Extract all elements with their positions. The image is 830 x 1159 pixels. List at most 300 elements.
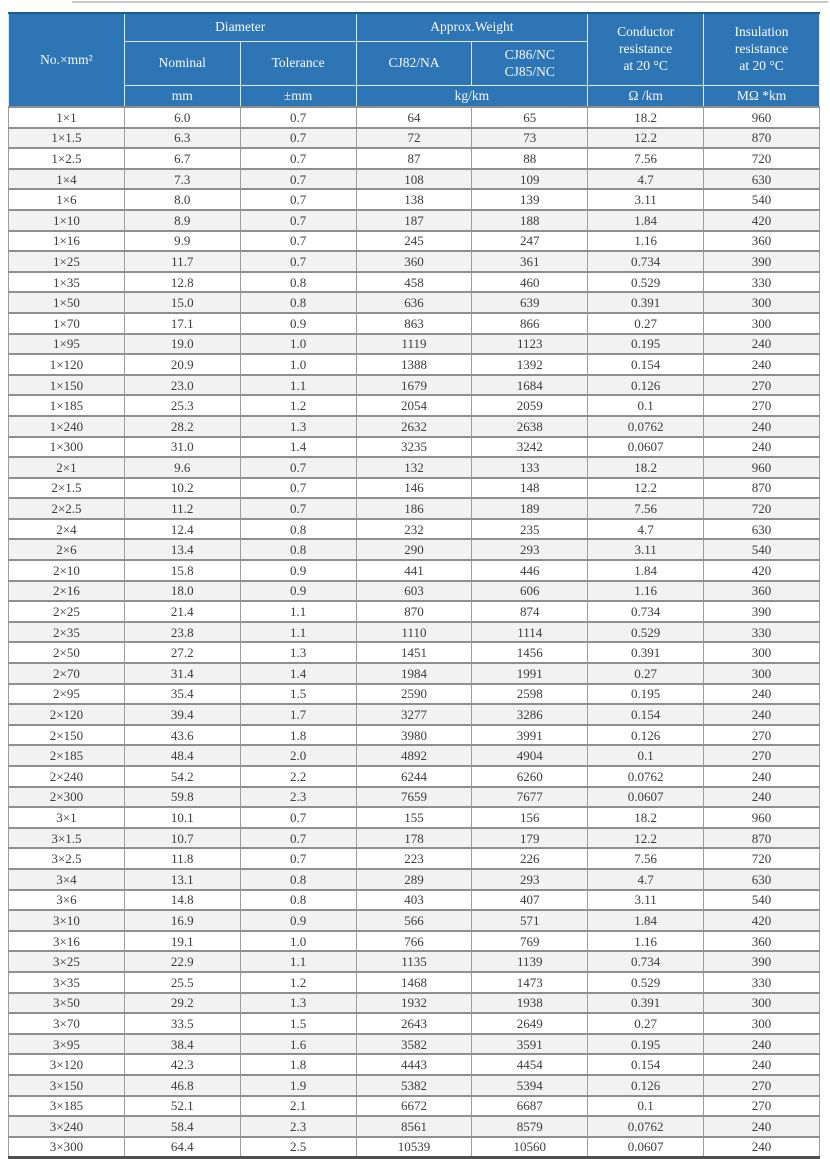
table-cell: 12.2 <box>588 828 704 849</box>
table-cell: 1938 <box>472 993 588 1014</box>
table-cell: 766 <box>356 931 472 952</box>
table-cell: 2×185 <box>9 745 125 766</box>
table-row <box>9 1013 820 1034</box>
table-cell: 0.154 <box>588 354 704 375</box>
table-cell: 1.1 <box>240 601 356 622</box>
table-cell: 7677 <box>472 787 588 808</box>
table-cell: 1110 <box>356 622 472 643</box>
table-cell: 3.11 <box>588 189 704 210</box>
table-cell: 240 <box>704 704 820 725</box>
table-cell: 3×16 <box>9 931 125 952</box>
table-cell: 0.8 <box>240 272 356 293</box>
top-divider <box>72 1 828 3</box>
table-cell: 1139 <box>472 951 588 972</box>
table-cell: 0.7 <box>240 189 356 210</box>
table-row <box>9 375 820 396</box>
table-cell: 1679 <box>356 375 472 396</box>
table-cell: 8.9 <box>124 210 240 231</box>
header-cj82na: CJ82/NA <box>356 42 472 86</box>
header-cj86-line2: CJ85/NC <box>504 63 555 79</box>
header-group-row <box>9 13 820 42</box>
table-cell: 2.0 <box>240 745 356 766</box>
table-cell: 360 <box>704 581 820 602</box>
table-cell: 1×1.5 <box>9 128 125 149</box>
table-cell: 108 <box>356 169 472 190</box>
table-cell: 72 <box>356 128 472 149</box>
table-cell: 1684 <box>472 375 588 396</box>
table-cell: 43.6 <box>124 725 240 746</box>
table-cell: 407 <box>472 890 588 911</box>
table-cell: 3235 <box>356 437 472 458</box>
table-cell: 9.9 <box>124 231 240 252</box>
table-cell: 0.7 <box>240 251 356 272</box>
table-cell: 4.7 <box>588 519 704 540</box>
table-cell: 64.4 <box>124 1137 240 1158</box>
table-cell: 290 <box>356 539 472 560</box>
table-cell: 2598 <box>472 684 588 705</box>
table-cell: 0.7 <box>240 828 356 849</box>
table-cell: 12.2 <box>588 478 704 499</box>
table-cell: 1.2 <box>240 972 356 993</box>
table-cell: 3×70 <box>9 1013 125 1034</box>
table-cell: 0.195 <box>588 334 704 355</box>
table-cell: 4.7 <box>588 169 704 190</box>
table-cell: 0.7 <box>240 848 356 869</box>
table-cell: 187 <box>356 210 472 231</box>
table-cell: 1.16 <box>588 581 704 602</box>
header-weight-group: Approx.Weight <box>356 13 588 42</box>
table-cell: 300 <box>704 292 820 313</box>
table-cell: 27.2 <box>124 642 240 663</box>
table-cell: 3×95 <box>9 1034 125 1055</box>
table-cell: 870 <box>704 128 820 149</box>
table-cell: 3×25 <box>9 951 125 972</box>
table-cell: 13.4 <box>124 539 240 560</box>
table-cell: 7.56 <box>588 848 704 869</box>
table-cell: 16.9 <box>124 910 240 931</box>
table-cell: 18.2 <box>588 457 704 478</box>
table-cell: 4454 <box>472 1054 588 1075</box>
table-cell: 0.0607 <box>588 787 704 808</box>
header-insulation-line2: resistance <box>734 41 789 57</box>
table-cell: 156 <box>472 807 588 828</box>
table-cell: 1×6 <box>9 189 125 210</box>
table-cell: 3×1.5 <box>9 828 125 849</box>
table-cell: 1468 <box>356 972 472 993</box>
table-cell: 270 <box>704 745 820 766</box>
table-cell: 240 <box>704 1116 820 1137</box>
table-cell: 73 <box>472 128 588 149</box>
table-cell: 0.7 <box>240 231 356 252</box>
table-cell: 300 <box>704 1013 820 1034</box>
table-row <box>9 725 820 746</box>
table-row <box>9 148 820 169</box>
table-cell: 2×16 <box>9 581 125 602</box>
table-row <box>9 189 820 210</box>
table-cell: 48.4 <box>124 745 240 766</box>
table-cell: 1.3 <box>240 993 356 1014</box>
table-cell: 42.3 <box>124 1054 240 1075</box>
table-cell: 1×1 <box>9 107 125 128</box>
table-cell: 960 <box>704 457 820 478</box>
table-cell: 0.9 <box>240 910 356 931</box>
table-cell: 441 <box>356 560 472 581</box>
table-cell: 3×10 <box>9 910 125 931</box>
table-row <box>9 1054 820 1075</box>
table-cell: 330 <box>704 972 820 993</box>
table-cell: 540 <box>704 890 820 911</box>
table-cell: 232 <box>356 519 472 540</box>
table-cell: 1.5 <box>240 684 356 705</box>
table-cell: 25.5 <box>124 972 240 993</box>
table-cell: 132 <box>356 457 472 478</box>
table-row <box>9 890 820 911</box>
table-cell: 240 <box>704 334 820 355</box>
table-row <box>9 313 820 334</box>
table-cell: 46.8 <box>124 1075 240 1096</box>
table-cell: 1×70 <box>9 313 125 334</box>
table-cell: 19.1 <box>124 931 240 952</box>
table-cell: 223 <box>356 848 472 869</box>
table-cell: 0.529 <box>588 272 704 293</box>
table-row <box>9 869 820 890</box>
table-cell: 0.8 <box>240 890 356 911</box>
table-cell: 3277 <box>356 704 472 725</box>
table-cell: 2.1 <box>240 1096 356 1117</box>
table-cell: 22.9 <box>124 951 240 972</box>
table-cell: 330 <box>704 622 820 643</box>
header-tolerance: Tolerance <box>240 42 356 86</box>
table-cell: 874 <box>472 601 588 622</box>
table-cell: 15.0 <box>124 292 240 313</box>
table-row <box>9 354 820 375</box>
table-cell: 31.4 <box>124 663 240 684</box>
table-cell: 0.126 <box>588 1075 704 1096</box>
header-diameter-group: Diameter <box>124 13 356 42</box>
table-cell: 240 <box>704 684 820 705</box>
table-cell: 3×240 <box>9 1116 125 1137</box>
table-cell: 1×185 <box>9 395 125 416</box>
table-cell: 1.3 <box>240 642 356 663</box>
table-cell: 12.8 <box>124 272 240 293</box>
table-cell: 11.2 <box>124 498 240 519</box>
header-insulation-line3: at 20 °C <box>739 57 784 73</box>
table-cell: 39.4 <box>124 704 240 725</box>
table-cell: 0.154 <box>588 1054 704 1075</box>
table-cell: 1.3 <box>240 416 356 437</box>
table-row <box>9 745 820 766</box>
table-cell: 4892 <box>356 745 472 766</box>
table-row <box>9 684 820 705</box>
table-cell: 630 <box>704 869 820 890</box>
table-cell: 2590 <box>356 684 472 705</box>
table-cell: 189 <box>472 498 588 519</box>
table-cell: 18.2 <box>588 807 704 828</box>
table-cell: 1×120 <box>9 354 125 375</box>
table-cell: 2×4 <box>9 519 125 540</box>
table-cell: 1×300 <box>9 437 125 458</box>
table-cell: 1.6 <box>240 1034 356 1055</box>
table-cell: 0.195 <box>588 684 704 705</box>
table-cell: 18.2 <box>588 107 704 128</box>
table-cell: 1932 <box>356 993 472 1014</box>
table-cell: 606 <box>472 581 588 602</box>
table-cell: 2×35 <box>9 622 125 643</box>
table-cell: 460 <box>472 272 588 293</box>
table-cell: 64 <box>356 107 472 128</box>
table-cell: 2×25 <box>9 601 125 622</box>
table-cell: 23.8 <box>124 622 240 643</box>
table-cell: 0.27 <box>588 663 704 684</box>
table-cell: 6244 <box>356 766 472 787</box>
table-cell: 109 <box>472 169 588 190</box>
table-cell: 7.56 <box>588 498 704 519</box>
table-cell: 10539 <box>356 1137 472 1158</box>
table-cell: 38.4 <box>124 1034 240 1055</box>
table-cell: 11.8 <box>124 848 240 869</box>
table-cell: 2×240 <box>9 766 125 787</box>
table-row <box>9 478 820 499</box>
table-cell: 2×2.5 <box>9 498 125 519</box>
table-cell: 4904 <box>472 745 588 766</box>
table-row <box>9 1075 820 1096</box>
table-cell: 0.126 <box>588 375 704 396</box>
table-cell: 360 <box>356 251 472 272</box>
table-cell: 1.1 <box>240 375 356 396</box>
table-cell: 0.126 <box>588 725 704 746</box>
table-cell: 1473 <box>472 972 588 993</box>
table-cell: 7659 <box>356 787 472 808</box>
table-row <box>9 663 820 684</box>
table-cell: 18.0 <box>124 581 240 602</box>
table-cell: 720 <box>704 148 820 169</box>
table-cell: 1.0 <box>240 354 356 375</box>
table-cell: 59.8 <box>124 787 240 808</box>
table-row <box>9 1116 820 1137</box>
table-row <box>9 910 820 931</box>
table-cell: 540 <box>704 539 820 560</box>
table-cell: 2×95 <box>9 684 125 705</box>
table-cell: 2×120 <box>9 704 125 725</box>
table-cell: 0.8 <box>240 539 356 560</box>
table-cell: 1135 <box>356 951 472 972</box>
table-cell: 2×300 <box>9 787 125 808</box>
table-cell: 0.27 <box>588 1013 704 1034</box>
table-cell: 3×150 <box>9 1075 125 1096</box>
table-row <box>9 993 820 1014</box>
table-cell: 133 <box>472 457 588 478</box>
table-cell: 1×16 <box>9 231 125 252</box>
table-cell: 0.7 <box>240 128 356 149</box>
table-cell: 1.16 <box>588 231 704 252</box>
table-cell: 245 <box>356 231 472 252</box>
table-cell: 420 <box>704 210 820 231</box>
table-cell: 240 <box>704 1034 820 1055</box>
table-cell: 3×120 <box>9 1054 125 1075</box>
table-cell: 300 <box>704 993 820 1014</box>
table-cell: 240 <box>704 437 820 458</box>
table-cell: 0.8 <box>240 869 356 890</box>
table-cell: 19.0 <box>124 334 240 355</box>
table-cell: 10.1 <box>124 807 240 828</box>
table-cell: 0.7 <box>240 148 356 169</box>
table-cell: 0.529 <box>588 622 704 643</box>
table-row <box>9 519 820 540</box>
table-cell: 420 <box>704 910 820 931</box>
table-row <box>9 498 820 519</box>
table-row <box>9 437 820 458</box>
table-cell: 0.7 <box>240 457 356 478</box>
table-cell: 2643 <box>356 1013 472 1034</box>
table-row <box>9 931 820 952</box>
table-cell: 0.734 <box>588 951 704 972</box>
table-cell: 6687 <box>472 1096 588 1117</box>
table-cell: 0.1 <box>588 1096 704 1117</box>
table-cell: 6.7 <box>124 148 240 169</box>
table-cell: 0.0607 <box>588 437 704 458</box>
table-cell: 12.4 <box>124 519 240 540</box>
table-cell: 2649 <box>472 1013 588 1034</box>
table-cell: 148 <box>472 478 588 499</box>
table-cell: 289 <box>356 869 472 890</box>
table-cell: 188 <box>472 210 588 231</box>
table-cell: 1.1 <box>240 951 356 972</box>
table-cell: 3.11 <box>588 890 704 911</box>
table-cell: 960 <box>704 807 820 828</box>
table-row <box>9 848 820 869</box>
table-cell: 636 <box>356 292 472 313</box>
table-cell: 240 <box>704 416 820 437</box>
table-cell: 270 <box>704 1075 820 1096</box>
table-cell: 300 <box>704 313 820 334</box>
table-cell: 240 <box>704 1137 820 1158</box>
table-cell: 226 <box>472 848 588 869</box>
table-cell: 390 <box>704 951 820 972</box>
table-cell: 1×10 <box>9 210 125 231</box>
table-cell: 0.154 <box>588 704 704 725</box>
table-cell: 458 <box>356 272 472 293</box>
table-cell: 1392 <box>472 354 588 375</box>
table-cell: 1456 <box>472 642 588 663</box>
table-cell: 52.1 <box>124 1096 240 1117</box>
table-cell: 0.0762 <box>588 1116 704 1137</box>
table-cell: 1×25 <box>9 251 125 272</box>
table-cell: 15.8 <box>124 560 240 581</box>
table-cell: 720 <box>704 848 820 869</box>
table-cell: 138 <box>356 189 472 210</box>
table-cell: 720 <box>704 498 820 519</box>
table-cell: 866 <box>472 313 588 334</box>
table-cell: 7.3 <box>124 169 240 190</box>
table-cell: 0.9 <box>240 560 356 581</box>
table-row <box>9 704 820 725</box>
table-cell: 14.8 <box>124 890 240 911</box>
table-cell: 1.1 <box>240 622 356 643</box>
table-row <box>9 581 820 602</box>
table-cell: 1.16 <box>588 931 704 952</box>
table-row <box>9 1096 820 1117</box>
table-cell: 1.4 <box>240 663 356 684</box>
table-cell: 9.6 <box>124 457 240 478</box>
table-cell: 0.391 <box>588 993 704 1014</box>
table-cell: 361 <box>472 251 588 272</box>
table-cell: 293 <box>472 869 588 890</box>
table-cell: 247 <box>472 231 588 252</box>
table-cell: 403 <box>356 890 472 911</box>
table-row <box>9 231 820 252</box>
table-cell: 2638 <box>472 416 588 437</box>
header-cj86-cj85 <box>472 42 588 86</box>
table-header <box>9 13 820 107</box>
table-cell: 1.0 <box>240 931 356 952</box>
table-cell: 3991 <box>472 725 588 746</box>
table-cell: 330 <box>704 272 820 293</box>
table-cell: 1.5 <box>240 1013 356 1034</box>
table-cell: 270 <box>704 725 820 746</box>
table-cell: 3×300 <box>9 1137 125 1158</box>
table-body <box>9 107 820 1158</box>
header-cj86-line1: CJ86/NC <box>504 46 555 62</box>
table-cell: 4.7 <box>588 869 704 890</box>
table-row <box>9 601 820 622</box>
table-cell: 3591 <box>472 1034 588 1055</box>
table-cell: 2×50 <box>9 642 125 663</box>
table-cell: 2054 <box>356 395 472 416</box>
table-cell: 25.3 <box>124 395 240 416</box>
table-cell: 8561 <box>356 1116 472 1137</box>
table-cell: 1.9 <box>240 1075 356 1096</box>
table-cell: 3582 <box>356 1034 472 1055</box>
table-cell: 0.734 <box>588 251 704 272</box>
table-cell: 6260 <box>472 766 588 787</box>
table-cell: 2.5 <box>240 1137 356 1158</box>
table-cell: 603 <box>356 581 472 602</box>
table-cell: 0.0762 <box>588 416 704 437</box>
table-cell: 870 <box>704 828 820 849</box>
table-cell: 2×10 <box>9 560 125 581</box>
table-cell: 293 <box>472 539 588 560</box>
table-cell: 1.2 <box>240 395 356 416</box>
table-cell: 5394 <box>472 1075 588 1096</box>
unit-mohm-km: MΩ *km <box>704 86 820 108</box>
table-cell: 3980 <box>356 725 472 746</box>
table-row <box>9 539 820 560</box>
table-cell: 0.9 <box>240 581 356 602</box>
table-cell: 0.529 <box>588 972 704 993</box>
table-cell: 1.84 <box>588 910 704 931</box>
unit-mm: mm <box>124 86 240 108</box>
table-row <box>9 169 820 190</box>
table-cell: 31.0 <box>124 437 240 458</box>
table-cell: 0.195 <box>588 1034 704 1055</box>
table-cell: 270 <box>704 395 820 416</box>
table-cell: 54.2 <box>124 766 240 787</box>
table-row <box>9 416 820 437</box>
table-cell: 35.4 <box>124 684 240 705</box>
table-cell: 1451 <box>356 642 472 663</box>
table-cell: 178 <box>356 828 472 849</box>
table-cell: 270 <box>704 1096 820 1117</box>
table-cell: 240 <box>704 766 820 787</box>
table-cell: 1×240 <box>9 416 125 437</box>
table-cell: 28.2 <box>124 416 240 437</box>
table-cell: 17.1 <box>124 313 240 334</box>
table-cell: 23.0 <box>124 375 240 396</box>
table-cell: 1.8 <box>240 725 356 746</box>
table-cell: 2059 <box>472 395 588 416</box>
table-cell: 0.8 <box>240 292 356 313</box>
table-cell: 390 <box>704 601 820 622</box>
